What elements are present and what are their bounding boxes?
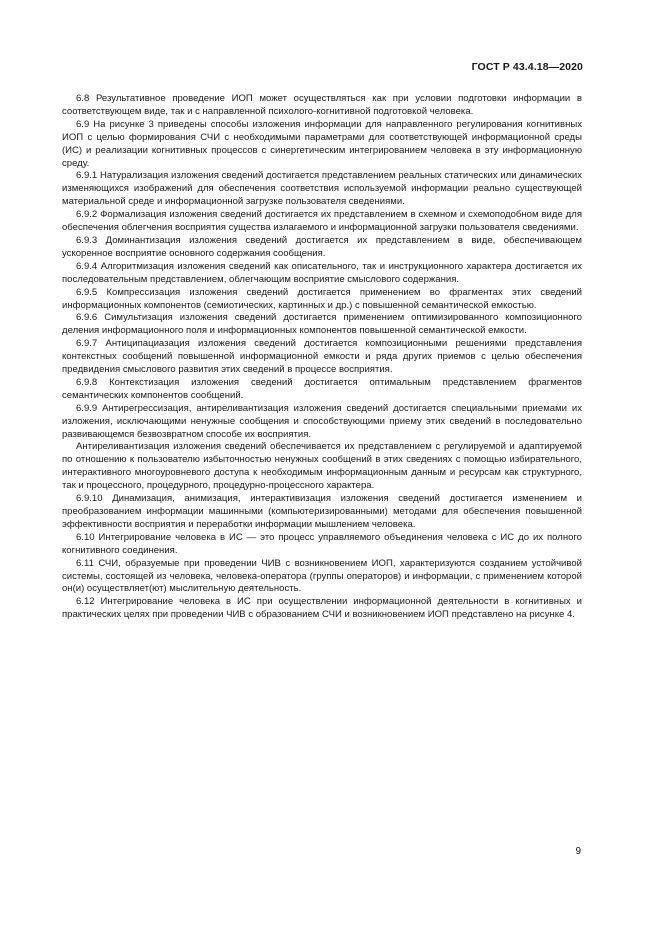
paragraph-6-9-9: 6.9.9 Антирегрессизация, антиреливантизация изложения сведений достигается специальными приемами их изложения, исключающими ненужные сообщения и способствующими приему этих сведений в последовательно развивающемся безвозвратном способе их восприятия. [62, 402, 582, 440]
paragraph-6-9-7: 6.9.7 Антиципациазация изложения сведений достигается композиционными решениями представления контекстных сообщений повышенной информационной емкости и ряда других приемов с целью обеспечения предвидения смыслового развития этих сведений в процессе восприятия. [62, 338, 582, 376]
document-body [62, 93, 582, 622]
paragraph-6-9-1: 6.9.1 Натурализация изложения сведений достигается представлением реальных статических или динамических изменяющихся изображений для обеспечения соответствия используемой информации реально существующей материальной среде и информационной загрузке пользователя сведениями. [62, 170, 582, 208]
paragraph-6-9: 6.9 На рисунке 3 приведены способы изложения информации для направленного регулирования когнитивных ИОП с целью формирования СЧИ с необходимыми параметрами для соответствующей информационной среды (ИС) и реализации когнитивных процессов с синергетическим интегрированием человека в эту информационную среду. [62, 118, 582, 169]
paragraph-6-12: 6.12 Интегрирование человека в ИС при осуществлении информационной деятельности в когнитивных и практических целях при проведении ЧИВ с образованием СЧИ и возникновением ИОП представлено на рисунке 4. [62, 596, 582, 621]
paragraph-6-9-5: 6.9.5 Компрессизация изложения сведений достигается применением во фрагментах этих сведений информационных компонентов (семиотических, картинных и др.) с повышенной семантической емкостью. [62, 286, 582, 311]
document-header: ГОСТ Р 43.4.18—2020 [471, 61, 583, 73]
paragraph-6-10: 6.10 Интегрирование человека в ИС — это процесс управляемого объединения человека с ИС до их полного когнитивного соединения. [62, 531, 582, 556]
paragraph-antireliv: Антиреливантизация изложения сведений обеспечивается их представлением с регулируемой и адаптируемой по отношению к пользователю избыточностью ненужных сообщений в этих сведениях с помощью избирательного, интерактивного многоуровневого доступа к необходимым информационным данным и ресурсам как структурного, так и процессного, процедурного, процедурно-процессного характера. [62, 441, 582, 492]
paragraph-6-11: 6.11 СЧИ, образуемые при проведении ЧИВ с возникновением ИОП, характеризуются созданием устойчивой системы, состоящей из человека, человека-оператора (группы операторов) и информации, с применением которой он(и) осуществляет(ют) мыслительную деятельность. [62, 557, 582, 595]
paragraph-6-9-10: 6.9.10 Динамизация, анимизация, интерактивизация изложения сведений достигается изменением и преобразованием информации машинными (компьютеризированными) методами для обеспечения повышенной эффективности восприятия и переработки информации мышлением человека. [62, 493, 582, 530]
paragraph-6-8: 6.8 Результативное проведение ИОП может осуществляться как при условии подготовки информации в соответствующем виде, так и с направленной психолого-когнитивной подготовкой человека. [62, 93, 582, 117]
paragraph-6-9-2: 6.9.2 Формализация изложения сведений достигается их представлением в схемном и схемоподобном виде для обеспечения облегчения восприятия существа излагаемого и информационной загрузки пользователя сведениями. [62, 209, 582, 234]
paragraph-6-9-6: 6.9.6 Симультизация изложения сведений достигается применением оптимизированного композиционного деления информационного поля и информационных компонентов повышенной семантической емкости. [62, 312, 582, 337]
paragraph-6-9-8: 6.9.8 Контекстизация изложения сведений достигается оптимальным представлением фрагментов семантических компонентов сообщений. [62, 376, 582, 401]
paragraph-6-9-4: 6.9.4 Алгоритмизация изложения сведений как описательного, так и инструкционного характера достигается их последовательным представлением, облегчающим восприятие смыслового содержания. [62, 260, 582, 285]
page-number: 9 [575, 846, 581, 857]
paragraph-6-9-3: 6.9.3 Доминантизация изложения сведений достигается их представлением в виде, обеспечивающем ускоренное восприятие основного содержания сообщения. [62, 234, 582, 259]
